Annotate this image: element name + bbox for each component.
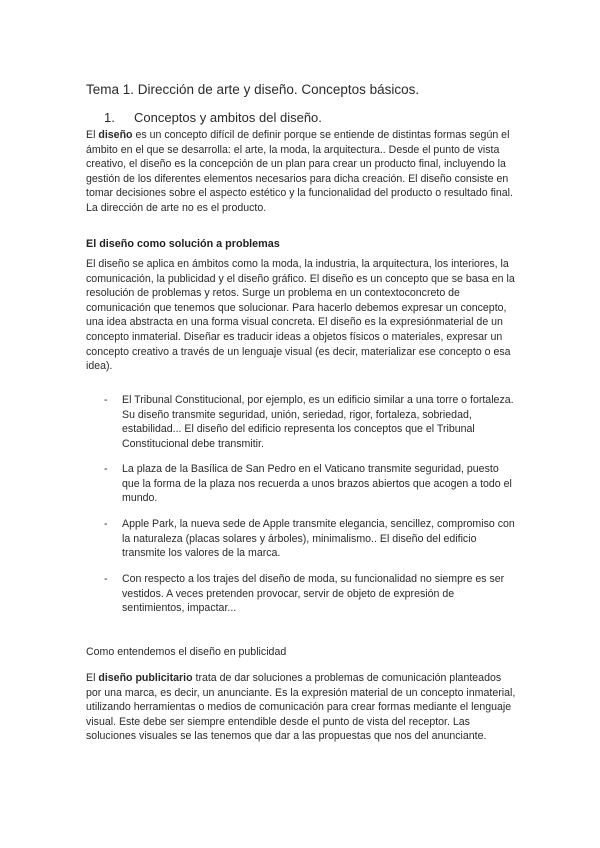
problems-paragraph: El diseño se aplica en ámbitos como la moda, la industria, la arquitectura, los interiores, la comunicación, la publicidad y el diseño gráfico. El diseño es un concepto que se basa en la resolución de problemas y retos. Surge un problema en un contextoconcreto de comunicación que tenemos que solucionar. Para hacerlo debemos expresar un concepto, una idea abstracta en una forma visual concreta. El diseño es la expresiónmaterial de un concepto inmaterial. Diseñar es traducir ideas a objetos físicos o materiales, expresar un concepto creativo a través de un lenguaje visual (es decir, materializar ese concepto o esa idea). [86, 258, 515, 373]
section-heading [104, 110, 322, 125]
intro-paragraph [86, 128, 516, 216]
list-item [104, 572, 516, 616]
bullet-dash: - [104, 518, 108, 530]
bullet-list [104, 572, 516, 616]
bullet-list [104, 393, 516, 451]
bullet-dash: - [104, 573, 108, 585]
list-item-text: Apple Park, la nueva sede de Apple transmite elegancia, sencillez, compromiso con la naturaleza (placas solares y árboles), minimalismo.. El diseño del edificio transmite los valores de la marca. [122, 518, 515, 560]
advertising-text: trata de dar soluciones a problemas de comunicación planteados por una marca, es decir, un anunciante. Es la expresión material de un concepto inmaterial, utilizando herramientas o medios de comunicación para crear formas mediante el lenguaje visual. Este debe ser siempre entendible desde el punto de vista del receptor. Las soluciones visuales se las tenemos que dar a las propuestas que nos del anunciante. [86, 672, 516, 743]
bullet-dash: - [104, 394, 108, 406]
intro-text: es un concepto difícil de definir porque se entiende de distintas formas según el ámbito en el que se desarrolla: el arte, la moda, la arquitectura.. Desde el punto de vista creativo, el diseño es la concepción de un plan para crear un producto final, incluyendo la gestión de los diferentes elementos necesarios para dicha creación. El diseño consiste en tomar decisiones sobre el aspecto estético y la funcionalidad del producto o resultado final. La dirección de arte no es el producto. [86, 129, 513, 214]
subheading-problems: El diseño como solución a problemas [86, 238, 280, 250]
list-item [104, 462, 516, 506]
bullet-list [104, 517, 516, 561]
list-item-text: El Tribunal Constitucional, por ejemplo, es un edificio similar a una torre o fortaleza. Su diseño transmite seguridad, unión, seriedad, rigor, fortaleza, sobriedad, estabilidad... El diseño del edificio representa los conceptos que el Tribunal Constitucional debe transmitir. [122, 394, 514, 450]
list-item-text: Con respecto a los trajes del diseño de moda, su funcionalidad no siempre es ser vestidos. A veces pretenden provocar, servir de objeto de expresión de sentimientos, impactar... [122, 573, 505, 615]
subheading-advertising: Como entendemos el diseño en publicidad [86, 646, 287, 658]
advertising-prefix: El [86, 672, 99, 684]
section-heading-text: Conceptos y ambitos del diseño. [134, 110, 322, 125]
list-item [104, 517, 516, 561]
bullet-list [104, 462, 516, 506]
advertising-paragraph [86, 671, 516, 744]
document-title: Tema 1. Dirección de arte y diseño. Conceptos básicos. [86, 82, 420, 97]
list-item-text: La plaza de la Basílica de San Pedro en el Vaticano transmite seguridad, puesto que la forma de la plaza nos recuerda a unos brazos abiertos que acogen a todo el mundo. [122, 463, 512, 505]
list-item [104, 393, 516, 451]
intro-prefix: El [86, 129, 99, 141]
advertising-bold-term: diseño publicitario [98, 672, 193, 684]
intro-bold-term: diseño [98, 129, 133, 141]
bullet-dash: - [104, 463, 108, 475]
section-number: 1. [104, 110, 115, 125]
